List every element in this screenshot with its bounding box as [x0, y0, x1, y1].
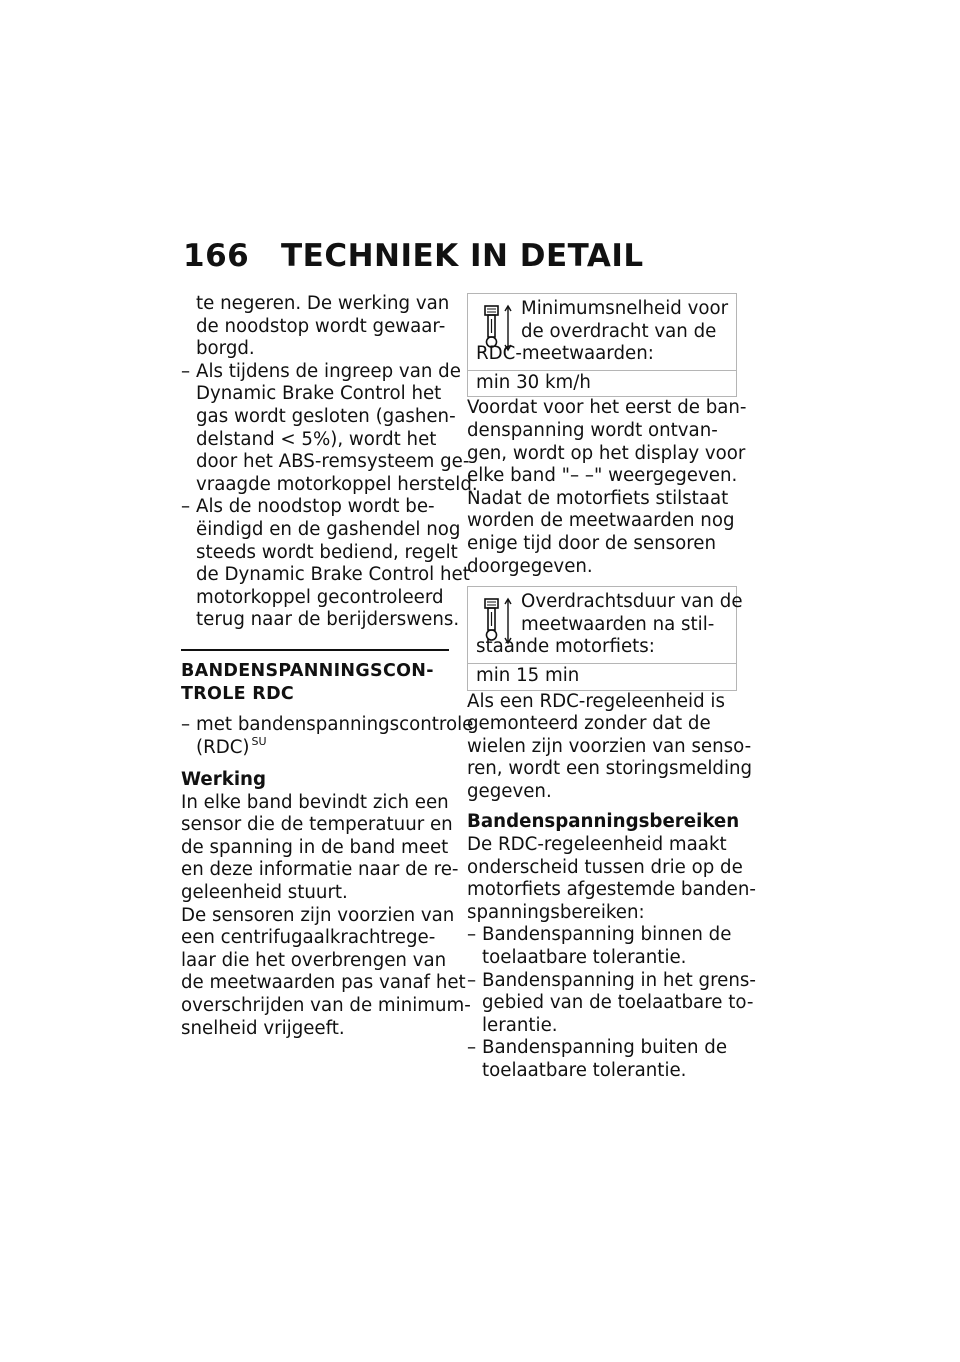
subheading-bereiken: Bandenspanningsbereiken — [467, 811, 740, 833]
section-divider — [181, 649, 449, 651]
chapter-title: TECHNIEK IN DETAIL — [281, 238, 644, 274]
paragraph-initial-display: Voordat voor het eerst de ban- denspanning wordt ontvan- gen, wordt op het display voor elke band "– –" weergegeven. Nadat de motorfiets stilstaat worden de meetwaarden nog enige tijd door de sensoren doorgegeven. — [467, 397, 747, 577]
list-item: – Als tijdens de ingreep van de Dynamic Brake Control het gas wordt gesloten (gashen- delstand < 5%), wordt het door het ABS-remsysteem ge- vraagde motorkoppel hersteld. — [181, 360, 478, 495]
option-code: SU — [251, 734, 267, 748]
right-column — [467, 293, 756, 1083]
spec-box-min-speed: Minimumsnelheid voor de overdracht van de RDC-meetwaarden: min 30 km/h — [467, 293, 737, 397]
paragraph-ranges: De RDC-regeleenheid maakt onderscheid tussen drie op de motorfiets afgestemde banden- spanningsbereiken: — [467, 834, 756, 923]
paragraph-no-sensors: Als een RDC-regeleenheid is gemonteerd zonder dat de wielen zijn voorzien van senso- ren, wordt een storingsmelding gegeven. — [467, 690, 753, 802]
list-item: – Als de noodstop wordt be- ëindigd en de gashendel nog steeds wordt bediend, regelt de Dynamic Brake Control het motorkoppel gecontroleerd terug naar de berijderswens. — [181, 496, 470, 631]
list-item: – Bandenspanning binnen de toelaatbare tolerantie. — [467, 924, 732, 969]
subheading-werking: Werking — [181, 769, 267, 791]
intro-paragraph: te negeren. De werking van de noodstop wordt gewaar- borgd. — [196, 293, 450, 360]
option-note: – met bandenspanningscontrole (RDC) $^{SU}$ — [181, 713, 474, 758]
tire-pressure-gauge-icon — [482, 596, 512, 646]
spec-value: min 30 km/h — [468, 370, 736, 397]
left-column — [181, 293, 478, 1040]
page-number: 166 — [183, 238, 250, 274]
tire-pressure-gauge-icon — [482, 303, 512, 353]
section-title: BANDENSPANNINGSCON- TROLE RDC — [181, 660, 434, 704]
spec-box-transfer-duration: Overdrachtsduur van de meetwaarden na stil- staande motorfiets: min 15 min — [467, 586, 737, 690]
spec-value: min 15 min — [468, 663, 736, 690]
werking-paragraph: In elke band bevindt zich een sensor die de temperatuur en de spanning in de band meet en deze informatie naar de re- geleenheid stuurt. De sensoren zijn voorzien van een centrifugaalkrachtrege- laar die het overbrengen van de meetwaarden pas vanaf het overschrijden van de minimum- snelheid vrijgeeft. — [181, 791, 471, 1039]
list-item: – Bandenspanning in het grens- gebied van de toelaatbare to- lerantie. — [467, 969, 756, 1036]
page-header — [183, 238, 743, 274]
list-item: – Bandenspanning buiten de toelaatbare tolerantie. — [467, 1037, 728, 1081]
